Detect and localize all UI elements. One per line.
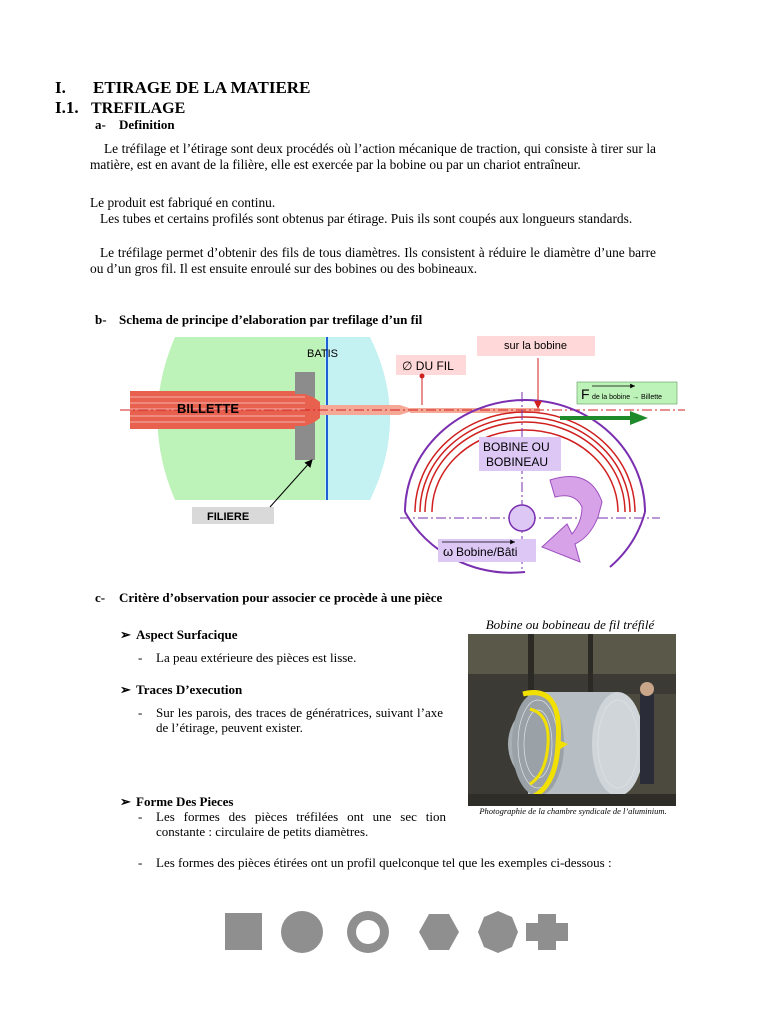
criterion-2-item-text: Sur les parois, des traces de génératrices, suivant l’axe de l’étirage, peuvent exister. [156, 705, 443, 735]
criterion-1-title [120, 627, 237, 643]
arrow-bullet-icon: ➢ [120, 794, 131, 809]
filiere-label: FILIERE [207, 511, 250, 523]
trefilage-diagram [120, 332, 690, 580]
part-c-title: Critère d’observation pour associer ce procède à une pièce [119, 590, 443, 605]
photo-caption-bottom: Photographie de la chambre syndicale de l’aluminium. [479, 806, 667, 816]
subsection-title: TREFILAGE [91, 100, 186, 117]
part-a-heading [95, 117, 175, 133]
criterion-2-item: - Sur les parois, des traces de génératrices, suivant l’axe de l’étirage, peuvent exister. [138, 705, 443, 735]
du-fil-label: ∅ DU FIL [402, 359, 454, 373]
sur-la-bobine-label: sur la bobine [504, 340, 567, 352]
criterion-3-title [120, 794, 233, 810]
force-subscript: de la bobine → Billette [592, 394, 663, 401]
filiere-die-bottom [295, 422, 315, 460]
part-c-heading [95, 590, 442, 606]
cyan-zone [325, 337, 390, 500]
part-a-title: Definition [119, 117, 175, 132]
part-b-heading [95, 312, 422, 328]
rotation-arrow [542, 476, 602, 562]
section-heading [55, 78, 310, 98]
criterion-2-title [120, 682, 242, 698]
paragraph-2: Le produit est fabriqué en continu. [90, 195, 276, 210]
profile-shapes [222, 907, 574, 959]
paragraph-3: Les tubes et certains profilés sont obtenus par étirage. Puis ils sont coupés aux longueurs standards. [100, 211, 633, 226]
force-symbol: F [581, 386, 590, 402]
octagon-profile [478, 911, 518, 953]
arrow-bullet-icon: ➢ [120, 682, 131, 697]
section-title: ETIRAGE DE LA MATIERE [93, 78, 311, 97]
subsection-heading [55, 98, 185, 118]
paragraph-1: Le tréfilage et l’étirage sont deux procédés où l’action mécanique de traction, qui consiste à tirer sur la matière, est en avant de la filière, elle est exercée par la bobine ou par un chariot entraîneur. [90, 141, 656, 172]
criterion-3-item-2: - Les formes des pièces étirées ont un profil quelconque tel que les exemples ci-dessous : [138, 855, 638, 887]
criterion-3-item-2-text: Les formes des pièces étirées ont un profil quelconque tel que les exemples ci-dessous : [156, 855, 612, 870]
criterion-1-item-text: La peau extérieure des pièces est lisse. [156, 650, 357, 665]
criterion-3-item-1-text: Les formes des pièces tréfilées ont une sec tion constante : circulaire de petits diamètres. [156, 809, 446, 839]
arrow-bullet-icon: ➢ [120, 627, 131, 642]
paragraph-4: Le tréfilage permet d’obtenir des fils de tous diamètres. Ils consistent à réduire le diamètre d’une barre ou d’un gros fil. Il est ensuite enroulé sur des bobines ou des bobineaux. [90, 245, 656, 276]
bobine-label-line2: BOBINEAU [486, 455, 549, 469]
criterion-2-text: Traces D’execution [136, 682, 243, 697]
part-b-title: Schema de principe d’elaboration par trefilage d’un fil [119, 312, 423, 327]
square-profile [225, 913, 262, 950]
subsection-number: I.1. [55, 98, 79, 117]
criterion-1-text: Aspect Surfacique [136, 627, 238, 642]
photo-caption-top: Bobine ou bobineau de fil tréfilé [485, 617, 655, 632]
part-a-letter: a- [95, 117, 106, 132]
tube-profile-inner [356, 920, 380, 944]
batis-label: BATIS [307, 348, 338, 360]
omega-label: Bobine/Bâti [456, 545, 518, 559]
billette-label: BILLETTE [177, 401, 240, 416]
criterion-3-item-1: - Les formes des pièces tréfilées ont une sec tion constante : circulaire de petits diamètres. [138, 809, 446, 839]
circle-profile [281, 911, 323, 953]
hexagon-profile [419, 914, 459, 950]
bobine-label-line1: BOBINE OU [483, 440, 550, 454]
criterion-3-text: Forme Des Pieces [136, 794, 234, 809]
bobine-hub [509, 505, 535, 531]
part-b-letter: b- [95, 312, 107, 327]
section-number: I. [55, 78, 66, 97]
cross-profile [526, 914, 568, 950]
part-c-letter: c- [95, 590, 106, 605]
wire-coil-photo [468, 634, 676, 806]
omega-symbol: ω [443, 544, 454, 559]
